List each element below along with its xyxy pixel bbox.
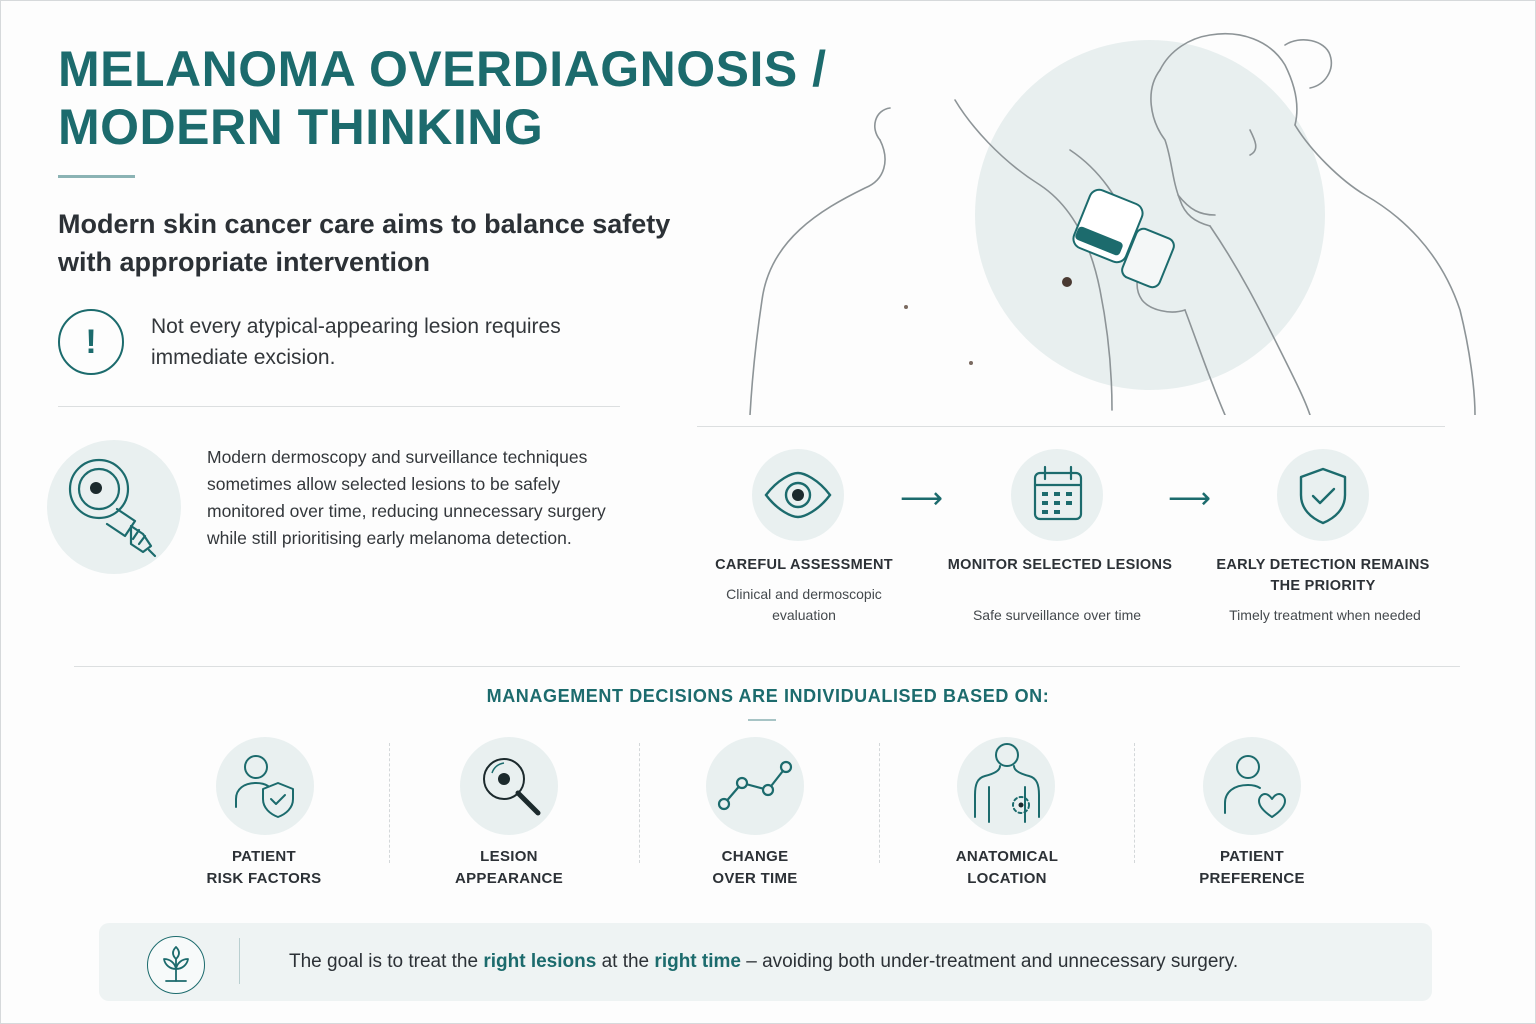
sprout-icon — [147, 936, 205, 994]
eye-icon — [752, 449, 844, 541]
goal-banner — [99, 923, 1432, 1001]
factor-separator — [1134, 743, 1135, 863]
step-title-assessment: CAREFUL ASSESSMENT — [715, 557, 893, 573]
person-shield-icon — [216, 737, 314, 835]
factor-label-change: CHANGE OVER TIME — [712, 848, 798, 887]
factor-label-appearance: LESION APPEARANCE — [454, 848, 563, 887]
dermoscopy-text: Modern dermoscopy and surveillance techniques sometimes allow selected lesions to be safely monitored over time, reducing unnecessary surgery while still prioritising early melanoma detection. — [207, 447, 606, 548]
dermatoscope-icon — [47, 440, 181, 574]
factor-separator — [639, 743, 640, 863]
calendar-icon — [1011, 449, 1103, 541]
goal-text-part-2: at the — [596, 951, 655, 972]
exclamation-icon — [58, 309, 124, 375]
exclamation-mark: ! — [85, 322, 97, 361]
arrow-right-icon: ⟶ — [900, 482, 944, 515]
page-subtitle: Modern skin cancer care aims to balance safety with appropriate intervention — [58, 209, 671, 277]
banner-divider — [239, 938, 240, 984]
title-underline — [58, 175, 135, 178]
factor-label-location: ANATOMICAL LOCATION — [955, 848, 1059, 887]
page-title: MELANOMA OVERDIAGNOSIS / MODERN THINKING — [58, 41, 827, 155]
shield-check-icon — [1277, 449, 1369, 541]
clinician-examination-illustration — [740, 10, 1500, 415]
goal-text-part-3: – avoiding both under-treatment and unnecessary surgery. — [740, 951, 1239, 972]
step-desc-early-detection: Timely treatment when needed — [1229, 607, 1421, 623]
body-location-icon — [957, 737, 1055, 835]
step-desc-monitor: Safe surveillance over time — [972, 607, 1142, 623]
factor-separator — [879, 743, 880, 863]
divider-middle — [74, 666, 1460, 667]
trend-line-icon — [706, 737, 804, 835]
factor-label-preference: PATIENT PREFERENCE — [1199, 848, 1305, 887]
divider-left — [58, 406, 620, 407]
arrow-right-icon: ⟶ — [1168, 482, 1212, 515]
factors-heading-underline — [748, 719, 776, 721]
person-heart-icon — [1203, 737, 1301, 835]
factor-separator — [389, 743, 390, 863]
step-title-early-detection: EARLY DETECTION REMAINS THE PRIORITY — [1216, 557, 1430, 594]
goal-text — [289, 949, 1238, 975]
goal-highlight-right-time: right time — [654, 951, 741, 972]
goal-highlight-right-lesions: right lesions — [483, 951, 597, 972]
magnifier-lesion-icon — [460, 737, 558, 835]
step-desc-assessment: Clinical and dermoscopic evaluation — [726, 586, 882, 623]
goal-text-part-1: The goal is to treat the — [289, 951, 484, 972]
divider-right — [697, 426, 1445, 427]
factor-label-risk: PATIENT RISK FACTORS — [206, 848, 322, 887]
factors-heading: MANAGEMENT DECISIONS ARE INDIVIDUALISED BASED ON: — [486, 686, 1050, 706]
step-title-monitor: MONITOR SELECTED LESIONS — [947, 557, 1173, 573]
alert-text: Not every atypical-appearing lesion requires immediate excision. — [151, 315, 561, 369]
